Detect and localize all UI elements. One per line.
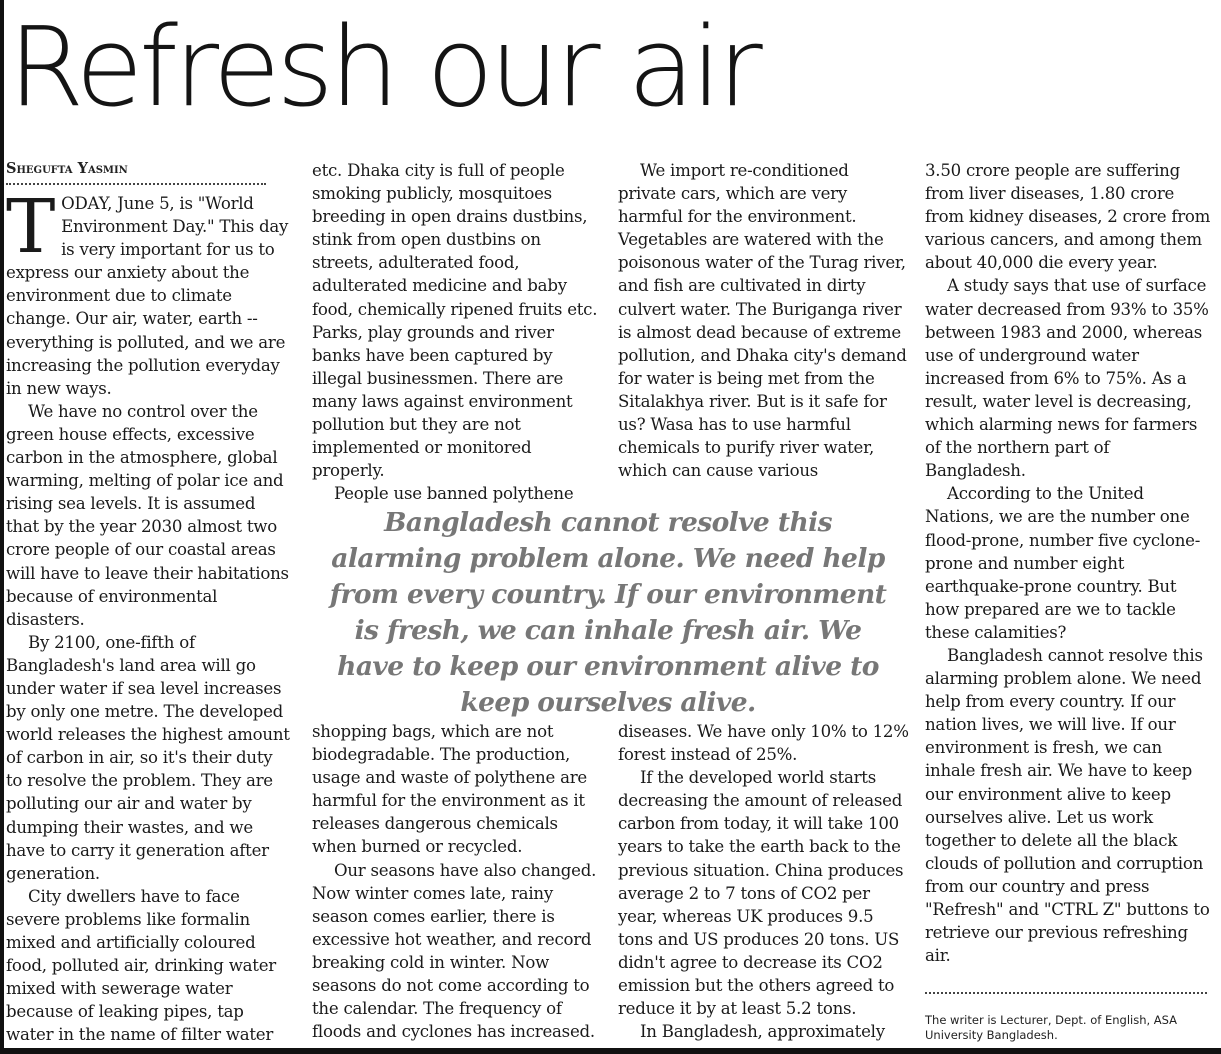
paragraph-2: We have no control over the green house effects, excessive carbon in the atmosphere, global warming, melting of polar ice and rising sea levels. It is assumed that by the year 2030 almost two crore people of our coastal areas will have to leave their habitations because of environmental disasters. [6,401,289,629]
paragraph-5: etc. Dhaka city is full of people smoking publicly, mosquitoes breeding in open drains dustbins, stink from open dustbins on streets, adulterated food, adulterated medicine and baby food, chemically ripened fruits etc. Parks, play grounds and river banks have been captured by illegal businessmen. There are many laws against environment pollution but they are not implemented or monitored properly. [312,161,598,481]
column-1 [6,184,293,1046]
author-note-divider [925,992,1207,994]
paragraph-1 [6,184,293,400]
paragraph-3: By 2100, one-fifth of Bangladesh's land area will go under water if sea level increases by only one metre. The developed world releases the highest amount of carbon in air, so it's their duty to resolve the problem. They are polluting our air and water by dumping their wastes, and we have to carry it generation after generation. [6,632,290,883]
article-headline: Refresh our air [8,3,759,131]
paragraph-1-text: ODAY, June 5, is "World Environment Day." This day is very important for us to express our anxiety about the environment due to climate change. Our air, water, earth -- everything is polluted, and we are increasing the pollution everyday in new ways. [6,194,289,398]
paragraph-15: According to the United Nations, we are the number one flood-prone, number five cyclone-prone and number eight earthquake-prone country. But how prepared are we to tackle these calamities? [925,484,1201,642]
paragraph-16: Bangladesh cannot resolve this alarming problem alone. We need help from every country. If our nation lives, we will live. If our environment is fresh, we can inhale fresh air. We have to keep our environment alive to keep ourselves alive. Let us work together to delete all the black clouds of pollution and corruption from our country and press "Refresh" and "CTRL Z" buttons to retrieve our previous refreshing air. [925,645,1210,966]
column-2-top [312,159,602,505]
paragraph-12: In Bangladesh, approximately [640,1022,885,1042]
paragraph-13: 3.50 crore people are suffering from liver diseases, 1.80 crore from kidney diseases, 2 crore from various cancers, and among them about 40,000 die every year. [925,161,1211,273]
column-4 [925,159,1213,967]
column-3-bottom [618,720,910,1043]
paragraph-8: shopping bags, which are not biodegradable. The production, usage and waste of polythene are harmful for the environment as it releases dangerous chemicals when burned or recycled. [312,722,587,857]
column-2-bottom [312,720,602,1043]
paragraph-11: If the developed world starts decreasing the amount of released carbon from today, it will take 100 years to take the earth back to the previous situation. China produces average 2 to 7 tons of CO2 per year, whereas UK produces 9.5 tons and US produces 20 tons. US didn't agree to decrease its CO2 emission but the others agreed to reduce it by at least 5.2 tons. [618,768,904,1019]
column-3-top [618,159,910,482]
page-bottom-border [0,1048,1221,1054]
paragraph-6: People use banned polythene [334,484,574,504]
paragraph-9: Our seasons have also changed. Now winter comes late, rainy season comes earlier, there is excessive hot weather, and record breaking cold in winter. Now seasons do not come according to the calendar. The frequency of floods and cyclones has increased. [312,860,597,1042]
paragraph-10: diseases. We have only 10% to 12% forest instead of 25%. [618,722,909,765]
drop-cap: T [6,184,56,270]
paragraph-4: City dwellers have to face severe problems like formalin mixed and artificially coloured food, polluted air, drinking water mixed with sewerage water because of leaking pipes, tap water in the name of filter water [6,886,276,1045]
author-note: The writer is Lecturer, Dept. of English, ASA University Bangladesh. [925,1013,1178,1042]
paragraph-7: We import re-conditioned private cars, which are very harmful for the environment. Vegetables are watered with the poisonous water of the Turag river, and fish are cultivated in dirty culvert water. The Buriganga river is almost dead because of extreme pollution, and Dhaka city's demand for water is being met from the Sitalakhya river. But is it safe for us? Wasa has to use harmful chemicals to purify river water, which can cause various [618,161,907,481]
paragraph-14: A study says that use of surface water decreased from 93% to 35% between 1983 and 2000, whereas use of underground water increased from 6% to 75%. As a result, water level is decreasing, which alarming news for farmers of the northern part of Bangladesh. [925,276,1209,481]
pull-quote: Bangladesh cannot resolve this alarming problem alone. We need help from every country. If our environment is fresh, we can inhale fresh air. We have to keep our environment alive to keep ourselves alive. [329,507,887,718]
author-byline: Shegufta Yasmin [6,160,266,185]
page-left-border [0,0,4,1054]
